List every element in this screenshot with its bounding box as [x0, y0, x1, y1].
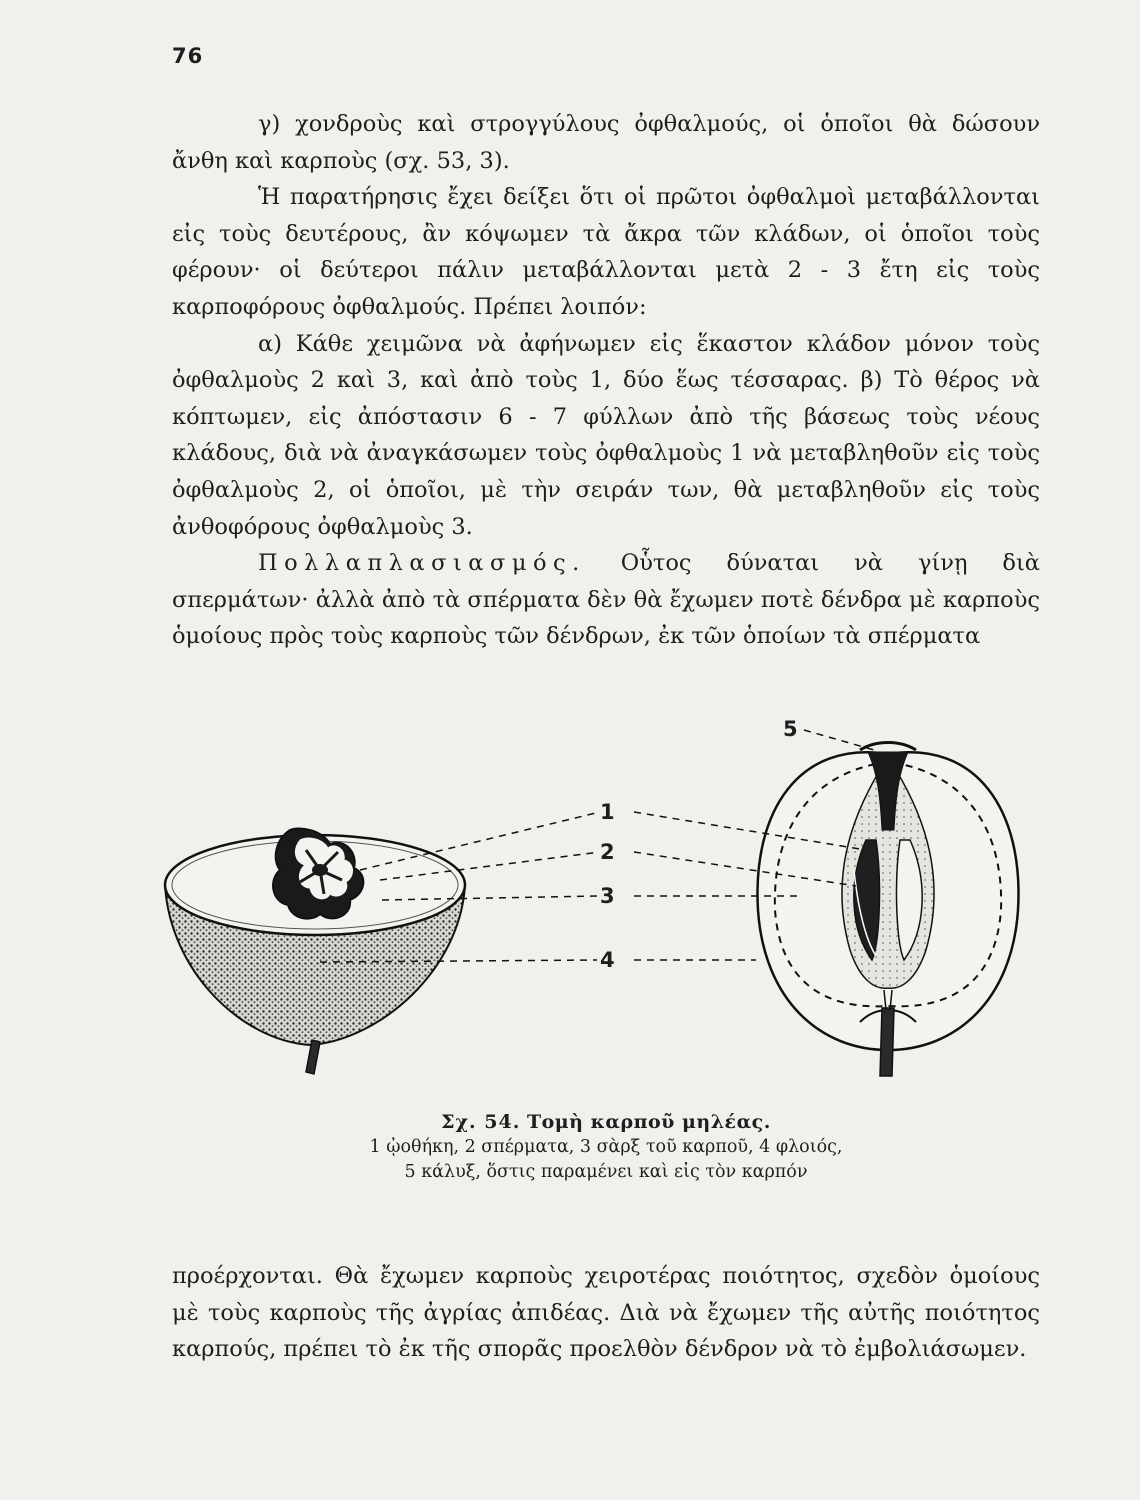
apple-section-figure	[160, 710, 1040, 1110]
figure-label-5: 5	[780, 718, 801, 740]
paragraph-c-round-buds: γ) χονδροὺς καὶ στρογγύλους ὀφθαλμούς, οἱ ὁποῖοι θὰ δώσουν ἄνθη καὶ καρποὺς (σχ. 53, 3).	[172, 111, 1040, 174]
apple-longitudinal-section	[757, 743, 1018, 1077]
figure-label-1: 1	[597, 801, 618, 823]
figure-caption-line-1: 1 ᾠοθήκη, 2 σπέρματα, 3 σὰρξ τοῦ καρποῦ, 4 φλοιός,	[369, 1137, 843, 1157]
paragraph-propagation: Πολλαπλασιασμός. Οὗτος δύναται νὰ γίνῃ διὰ σπερμάτων· ἀλλὰ ἀπὸ τὰ σπέρματα δὲν θὰ ἔχωμεν ποτὲ δένδρα μὲ καρποὺς ὁμοίους πρὸς τοὺς καρποὺς τῶν δένδρων, ἐκ τῶν ὁποίων τὰ σπέρματα	[172, 550, 1040, 650]
figure-label-2: 2	[597, 841, 618, 863]
figure-caption-line-2: 5 κάλυξ, ὅστις παραμένει καὶ εἰς τὸν καρπόν	[404, 1162, 808, 1182]
top-text-block	[172, 106, 1040, 655]
figure-caption	[172, 1110, 1040, 1185]
page-number: 76	[172, 44, 204, 68]
paragraph-observation: Ἡ παρατήρησις ἔχει δείξει ὅτι οἱ πρῶτοι ὀφθαλμοὶ μεταβάλλονται εἰς τοὺς δευτέρους, ἂν κόψωμεν τὰ ἄκρα τῶν κλάδων, οἱ ὁποῖοι τοὺς φέρουν· οἱ δεύτεροι πάλιν μεταβάλλονται μετὰ 2 - 3 ἔτη εἰς τοὺς καρποφόρους ὀφθαλμούς. Πρέπει λοιπόν:	[172, 184, 1040, 320]
figure-label-4: 4	[597, 949, 618, 971]
figure-caption-title: Σχ. 54. Τομὴ καρποῦ μηλέας.	[441, 1111, 771, 1133]
apple-illustration	[160, 710, 1040, 1110]
paragraph-continuation: προέρχονται. Θὰ ἔχωμεν καρποὺς χειροτέρας ποιότητος, σχεδὸν ὁμοίους μὲ τοὺς καρποὺς τῆς ἀγρίας ἀπιδέας. Διὰ νὰ ἔχωμεν τῆς αὐτῆς ποιότητος καρπούς, πρέπει τὸ ἐκ τῆς σπορᾶς προελθὸν δένδρον νὰ τὸ ἐμβολιάσωμεν.	[172, 1263, 1040, 1363]
half-apple-left	[165, 829, 465, 1074]
bottom-text-block	[172, 1258, 1040, 1368]
figure-label-3: 3	[597, 885, 618, 907]
propagation-heading: Πολλαπλασιασμός.	[258, 550, 586, 577]
paragraph-pruning-rules: α) Κάθε χειμῶνα νὰ ἀφήνωμεν εἰς ἕκαστον κλάδον μόνον τοὺς ὀφθαλμοὺς 2 καὶ 3, καὶ ἀπὸ τοὺς 1, δύο ἕως τέσσαρας. β) Τὸ θέρος νὰ κόπτωμεν, εἰς ἀπόστασιν 6 - 7 φύλλων ἀπὸ τῆς βάσεως τοὺς νέους κλάδους, διὰ νὰ ἀναγκάσωμεν τοὺς ὀφθαλμοὺς 1 νὰ μεταβληθοῦν εἰς τοὺς ὀφθαλμοὺς 2, οἱ ὁποῖοι, μὲ τὴν σειράν των, θὰ μεταβληθοῦν εἰς τοὺς ἀνθοφόρους ὀφθαλμοὺς 3.	[172, 330, 1040, 540]
